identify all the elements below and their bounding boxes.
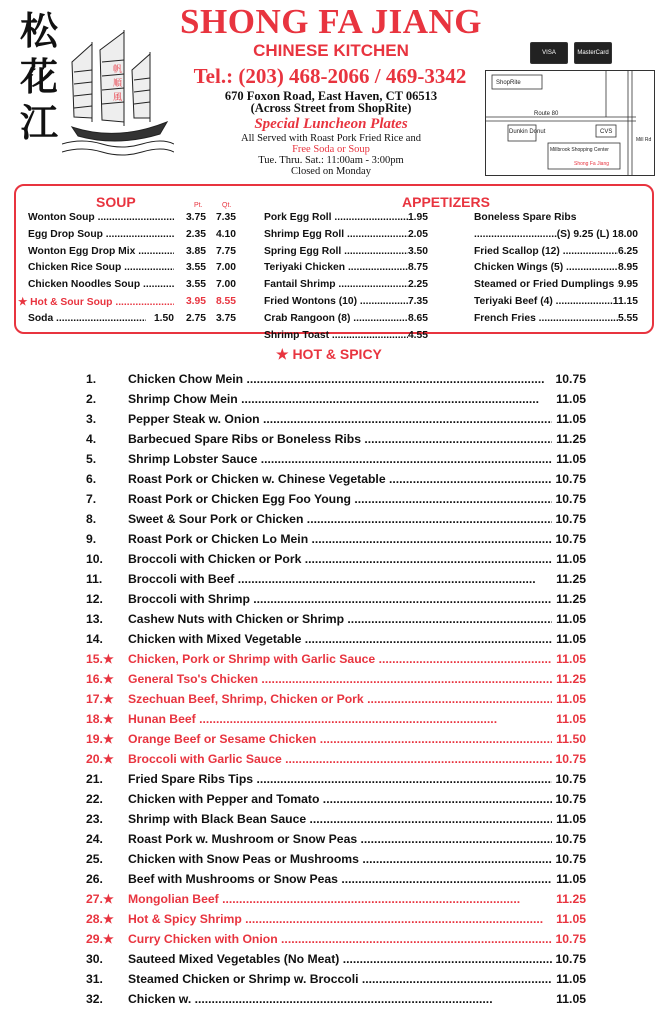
appetizer-price: 8.65: [407, 312, 428, 324]
soup-item: [28, 313, 236, 324]
menu-item-name: Hot & Spicy Shrimp .....: [128, 912, 552, 926]
menu-item-number: 25.: [86, 852, 103, 866]
appetizer-price: 8.95: [617, 262, 638, 274]
map-route-label: Route 80: [534, 111, 559, 117]
soup-name: Egg Drop Soup .....: [28, 229, 174, 240]
menu-item-number: 23.: [86, 812, 103, 826]
menu-item-name: Chicken Chow Mein .....: [128, 372, 552, 386]
soup-name: Soda .....: [28, 313, 146, 324]
soup-price-qt: 7.00: [215, 279, 236, 291]
menu-item-name: Broccoli with Beef .....: [128, 572, 552, 586]
payment-cards: [530, 42, 612, 64]
menu-item: [86, 829, 586, 849]
visa-card-icon: VISA: [530, 42, 568, 64]
menu-item: [86, 649, 586, 669]
appetizer-price: 2.05: [407, 228, 428, 240]
menu-item-price: 11.05: [556, 812, 586, 826]
menu-item-number: 20.★: [86, 752, 114, 766]
soup-item: [18, 296, 236, 308]
appetizer-price: 3.50: [407, 245, 428, 257]
menu-item-number: 19.★: [86, 732, 114, 746]
soup-name: Wonton Egg Drop Mix .....: [28, 246, 174, 257]
soup-name: Chicken Noodles Soup .....: [28, 279, 174, 290]
menu-item-price: 10.75: [555, 932, 586, 946]
menu-item-number: 2.: [86, 392, 97, 406]
menu-item: [86, 489, 586, 509]
phone-numbers[interactable]: Tel.: (203) 468-2066 / 469-3342: [193, 64, 467, 88]
appetizer-price: (S) 9.25 (L) 18.00: [556, 228, 638, 240]
appetizer-name: Fried Wontons (10) .....: [264, 296, 408, 307]
menu-item: [86, 689, 586, 709]
menu-item-name: Shrimp with Black Bean Sauce .....: [128, 812, 552, 826]
menu-item-number: 15.★: [86, 652, 114, 666]
menu-item: [86, 889, 586, 909]
menu-item-number: 28.★: [86, 912, 114, 926]
menu-item: [86, 949, 586, 969]
appetizer-item: [474, 279, 638, 290]
soup-price-pt: 3.85: [185, 245, 206, 257]
menu-item-number: 11.: [86, 572, 103, 586]
appetizer-item: [264, 212, 428, 223]
soup-title: SOUP: [96, 194, 136, 210]
menu-item-name: Shrimp Lobster Sauce .....: [128, 452, 552, 466]
menu-item-name: Chicken with Snow Peas or Mushrooms .....: [128, 852, 552, 866]
menu-item-name: Broccoli with Garlic Sauce .....: [128, 752, 552, 766]
menu-item: [86, 369, 586, 389]
menu-item: [86, 849, 586, 869]
soup-price-pt: 2.75: [185, 312, 206, 324]
menu-item: [86, 589, 586, 609]
menu-item-price: 11.05: [556, 652, 586, 666]
menu-item-number: 10.: [86, 552, 103, 566]
appetizer-name: Spring Egg Roll .....: [264, 246, 408, 257]
appetizer-price: 5.55: [617, 312, 638, 324]
menu-item-price: 11.05: [556, 392, 586, 406]
menu-item-number: 4.: [86, 432, 97, 446]
appetizer-name: Fried Scallop (12) .....: [474, 246, 618, 257]
menu-item-name: Orange Beef or Sesame Chicken .....: [128, 732, 552, 746]
menu-item-number: 24.: [86, 832, 103, 846]
menu-item: [86, 389, 586, 409]
qt-label: Qt.: [222, 202, 232, 209]
menu-item-name: Sauteed Mixed Vegetables (No Meat) .....: [128, 952, 552, 966]
menu-item-name: Broccoli with Shrimp .....: [128, 592, 552, 606]
menu-item-number: 26.: [86, 872, 103, 886]
menu-item: [86, 449, 586, 469]
address: [200, 90, 462, 114]
appetizer-name: Shrimp Toast .....: [264, 330, 408, 341]
menu-item-name: Roast Pork or Chicken Lo Mein .....: [128, 532, 552, 546]
appetizer-item: [264, 229, 428, 240]
menu-item-price: 11.05: [556, 692, 586, 706]
appetizer-item: [264, 262, 428, 273]
menu-item-number: 32.: [86, 992, 103, 1006]
pt-label: Pt.: [194, 202, 203, 209]
menu-item-number: 3.: [86, 412, 97, 426]
menu-item-number: 1.: [86, 372, 97, 386]
menu-item: [86, 569, 586, 589]
menu-item-price: 11.05: [556, 632, 586, 646]
menu-item: [86, 709, 586, 729]
mastercard-icon: MasterCard: [574, 42, 612, 64]
menu-item-price: 11.05: [556, 712, 586, 726]
menu-item-name: Curry Chicken with Onion .....: [128, 932, 552, 946]
restaurant-subtitle: CHINESE KITCHEN: [253, 41, 409, 60]
menu-item-price: 11.05: [556, 612, 586, 626]
junk-ship-illustration: [62, 22, 174, 157]
closed-line: Closed on Monday: [291, 166, 371, 177]
hot-spicy-legend: ★ HOT & SPICY: [276, 346, 382, 362]
map-cvs-label: CVS: [600, 129, 613, 135]
appetizer-name: Boneless Spare Ribs: [474, 212, 577, 223]
menu-item-number: 30.: [86, 952, 103, 966]
appetizer-price: 2.25: [407, 279, 428, 291]
appetizer-price: 1.95: [407, 212, 428, 223]
menu-item-price: 10.75: [555, 772, 586, 786]
menu-item-number: 7.: [86, 492, 97, 506]
appetizer-name: [474, 229, 557, 240]
soup-price-pt: 2.35: [185, 228, 206, 240]
menu-item-price: 11.50: [556, 732, 586, 746]
appetizer-item: [474, 229, 638, 240]
ship-char: 風: [113, 93, 123, 103]
appetizer-name: Chicken Wings (5) .....: [474, 262, 618, 273]
ship-char: 帆: [113, 65, 123, 75]
hours-line: Tue. Thru. Sat.: 11:00am - 3:00pm: [258, 155, 404, 166]
appetizer-name: Fantail Shrimp .....: [264, 279, 408, 290]
soup-price-qt: 3.75: [215, 312, 236, 324]
map-shop-label: Shong Fa Jiang: [574, 161, 610, 167]
menu-item: [86, 609, 586, 629]
menu-item-price: 11.05: [556, 412, 586, 426]
menu-item-name: Chicken w. .....: [128, 992, 552, 1006]
appetizer-item: [264, 246, 428, 257]
map-mill-rd-label: Mill Rd: [636, 137, 652, 143]
appetizer-name: Teriyaki Chicken .....: [264, 262, 408, 273]
menu-item-number: 14.: [86, 632, 103, 646]
map-shoprite-label: ShopRite: [496, 80, 521, 86]
menu-item-number: 18.★: [86, 712, 114, 726]
menu-item-name: Broccoli with Chicken or Pork .....: [128, 552, 552, 566]
soup-price-pt: 3.55: [185, 262, 206, 274]
menu-item-name: Steamed Chicken or Shrimp w. Broccoli .....: [128, 972, 552, 986]
soup-price-qt: 7.75: [215, 245, 236, 257]
menu-item-name: Roast Pork or Chicken Egg Foo Young .....: [128, 492, 552, 506]
menu-item-price: 10.75: [555, 832, 586, 846]
soup-appetizers-box: [14, 184, 654, 341]
ship-char: 順: [113, 79, 123, 89]
menu-item-name: Chicken, Pork or Shrimp with Garlic Sauce .....: [128, 652, 552, 666]
appetizer-item: [474, 296, 638, 307]
soup-price-extra: 1.50: [153, 312, 174, 324]
menu-item: [86, 529, 586, 549]
menu-item-name: Shrimp Chow Mein .....: [128, 392, 552, 406]
appetizer-name: Shrimp Egg Roll .....: [264, 229, 408, 240]
logo-char: 江: [19, 100, 58, 145]
menu-item-number: 27.★: [86, 892, 114, 906]
soup-item: [28, 229, 236, 240]
menu-item-name: Cashew Nuts with Chicken or Shrimp .....: [128, 612, 552, 626]
menu-item-name: Mongolian Beef .....: [128, 892, 552, 906]
menu-item-price: 10.75: [555, 752, 586, 766]
logo-char: 花: [19, 54, 58, 99]
menu-item: [86, 769, 586, 789]
appetizer-price: 6.25: [617, 245, 638, 257]
menu-item-price: 11.25: [556, 592, 586, 606]
appetizer-price: 8.75: [407, 262, 428, 274]
menu-item-number: 22.: [86, 792, 103, 806]
menu-item: [86, 469, 586, 489]
chinese-logo: [14, 8, 64, 146]
menu-item: [86, 969, 586, 989]
served-line: All Served with Roast Pork Fried Rice and: [241, 133, 421, 144]
map-millbrook-label: Millbrook Shopping Center: [550, 147, 609, 153]
menu-item-price: 10.75: [555, 372, 586, 386]
menu-item-name: Barbecued Spare Ribs or Boneless Ribs .....: [128, 432, 552, 446]
menu-item-price: 11.05: [556, 912, 586, 926]
soup-price-qt: 4.10: [215, 228, 236, 240]
map-dunkin-label: Dunkin Donut: [509, 129, 546, 135]
restaurant-name: SHONG FA JIANG: [180, 2, 482, 41]
soup-price-pt: 3.95: [185, 296, 206, 307]
menu-item-price: 10.75: [555, 792, 586, 806]
soup-item: [28, 212, 236, 223]
menu-item: [86, 989, 586, 1009]
appetizer-item: [474, 313, 638, 324]
menu-item: [86, 409, 586, 429]
menu-item-price: 11.25: [556, 572, 586, 586]
menu-item-name: Pepper Steak w. Onion .....: [128, 412, 552, 426]
menu-item-name: Sweet & Sour Pork or Chicken .....: [128, 512, 552, 526]
soup-item: [28, 246, 236, 257]
appetizer-price: 11.15: [612, 296, 638, 307]
menu-item-number: 29.★: [86, 932, 114, 946]
appetizer-item: [264, 296, 428, 307]
menu-item: [86, 509, 586, 529]
menu-item: [86, 749, 586, 769]
menu-item-price: 10.75: [555, 492, 586, 506]
menu-item: [86, 729, 586, 749]
menu-item-number: 31.: [86, 972, 103, 986]
appetizer-item: [264, 279, 428, 290]
menu-item-name: Fried Spare Ribs Tips .....: [128, 772, 552, 786]
appetizer-item: [474, 246, 638, 257]
menu-item-number: 16.★: [86, 672, 114, 686]
menu-item-price: 10.75: [555, 472, 586, 486]
soup-item: [28, 262, 236, 273]
appetizer-price: 4.55: [407, 329, 428, 341]
appetizer-item: [474, 262, 638, 273]
menu-item-price: 10.75: [555, 532, 586, 546]
menu-item-price: 11.05: [556, 452, 586, 466]
soup-item: [28, 279, 236, 290]
menu-item-name: General Tso's Chicken .....: [128, 672, 552, 686]
address-line: 670 Foxon Road, East Haven, CT 06513: [224, 89, 438, 103]
menu-item-name: Roast Pork or Chicken w. Chinese Vegetable .....: [128, 472, 552, 486]
appetizer-name: Pork Egg Roll .....: [264, 212, 408, 223]
menu-item-price: 10.75: [555, 852, 586, 866]
appetizer-name: French Fries .....: [474, 313, 618, 324]
soup-name: Wonton Soup .....: [28, 212, 174, 223]
menu-item: [86, 809, 586, 829]
menu-item-number: 13.: [86, 612, 103, 626]
menu-item-price: 11.05: [556, 872, 586, 886]
menu-item-price: 11.25: [556, 672, 586, 686]
menu-item: [86, 909, 586, 929]
appetizer-price: 9.95: [617, 279, 638, 291]
appetizer-price: 7.35: [407, 296, 428, 307]
menu-item-name: Szechuan Beef, Shrimp, Chicken or Pork .....: [128, 692, 552, 706]
soup-price-qt: 8.55: [215, 296, 236, 307]
menu-list: [86, 369, 586, 1009]
soup-price-qt: 7.35: [215, 212, 236, 223]
menu-item-number: 12.: [86, 592, 103, 606]
location-map: [485, 70, 655, 176]
menu-item: [86, 789, 586, 809]
menu-item-price: 10.75: [555, 952, 586, 966]
menu-item-name: Hunan Beef .....: [128, 712, 552, 726]
appetizer-name: Teriyaki Beef (4) .....: [474, 296, 613, 307]
menu-item-price: 11.25: [556, 892, 586, 906]
menu-item-number: 6.: [86, 472, 97, 486]
menu-item-number: 21.: [86, 772, 103, 786]
logo-char: 松: [19, 8, 58, 53]
soup-price-qt: 7.00: [215, 262, 236, 274]
luncheon-details: [200, 133, 462, 177]
menu-item-number: 8.: [86, 512, 97, 526]
menu-item: [86, 929, 586, 949]
appetizer-item: [264, 330, 428, 341]
menu-item-number: 5.: [86, 452, 97, 466]
menu-item-price: 11.05: [556, 992, 586, 1006]
menu-item-name: Chicken with Mixed Vegetable .....: [128, 632, 552, 646]
menu-item-price: 11.05: [556, 552, 586, 566]
appetizer-name: Steamed or Fried Dumplings .....: [474, 279, 618, 290]
menu-item-number: 9.: [86, 532, 97, 546]
menu-item-price: 11.25: [556, 432, 586, 446]
soup-price-pt: 3.75: [185, 212, 206, 223]
menu-item-name: Chicken with Pepper and Tomato .....: [128, 792, 552, 806]
menu-item-price: 10.75: [555, 512, 586, 526]
menu-item-number: 17.★: [86, 692, 114, 706]
soup-name: ★ Hot & Sour Soup .....: [18, 296, 174, 308]
menu-item: [86, 429, 586, 449]
appetizer-item: [474, 212, 638, 223]
address-line: (Across Street from ShopRite): [250, 101, 412, 115]
menu-item: [86, 549, 586, 569]
menu-item: [86, 869, 586, 889]
appetizers-title: APPETIZERS: [402, 194, 490, 210]
appetizer-item: [264, 313, 428, 324]
appetizer-name: Crab Rangoon (8) .....: [264, 313, 408, 324]
menu-item-name: Roast Pork w. Mushroom or Snow Peas .....: [128, 832, 552, 846]
soup-price-pt: 3.55: [185, 279, 206, 291]
menu-item-name: Beef with Mushrooms or Snow Peas .....: [128, 872, 552, 886]
free-soda-line: Free Soda or Soup: [292, 144, 370, 155]
menu-item: [86, 629, 586, 649]
soup-name: Chicken Rice Soup .....: [28, 262, 174, 273]
special-luncheon-heading: Special Luncheon Plates: [254, 116, 408, 132]
menu-item: [86, 669, 586, 689]
menu-item-price: 11.05: [556, 972, 586, 986]
